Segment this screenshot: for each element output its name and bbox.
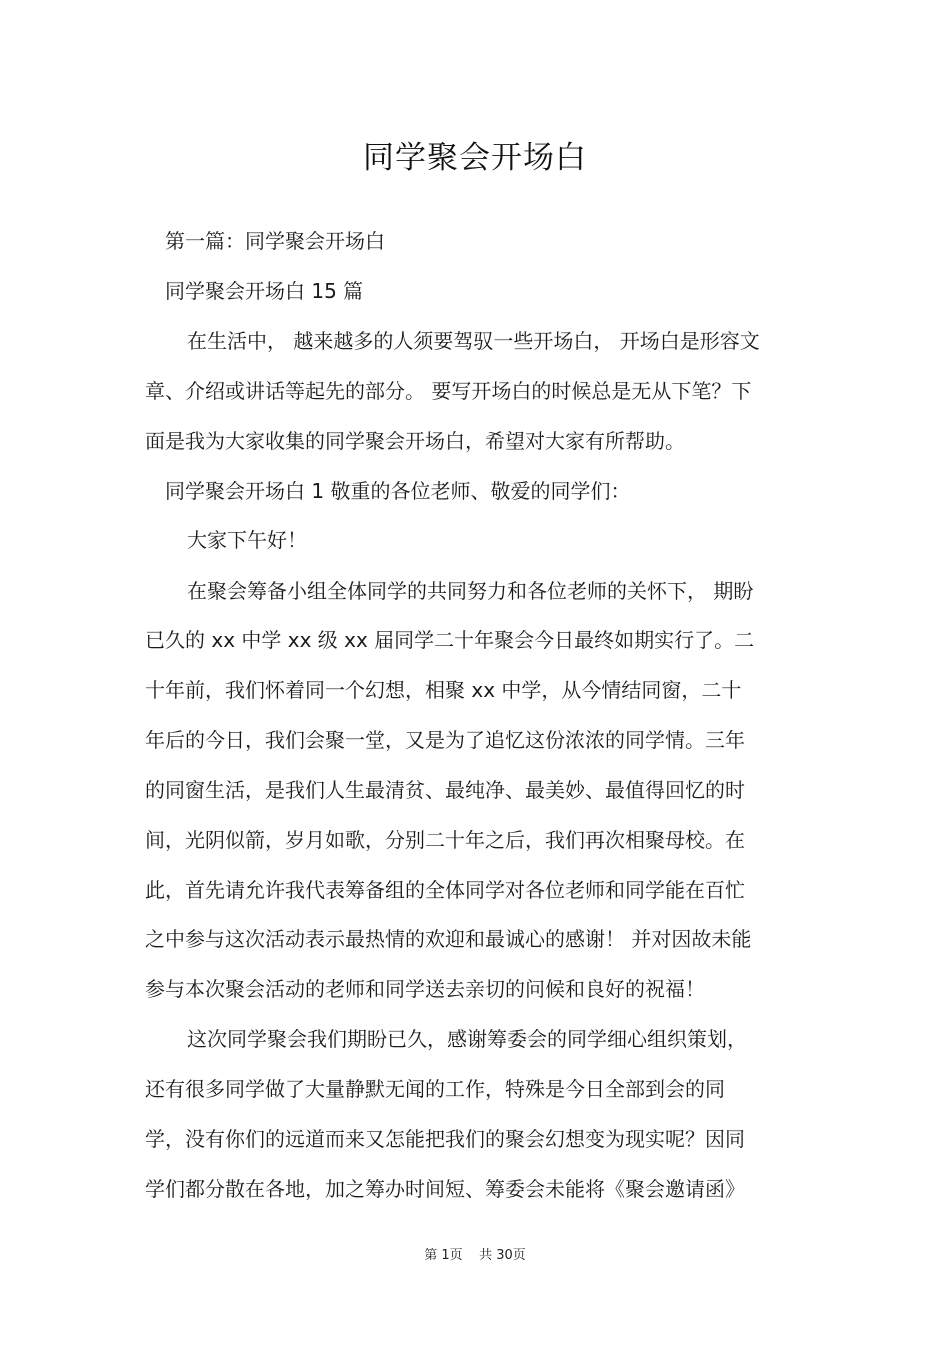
speech-heading: 同学聚会开场白 1 敬重的各位老师、敬爱的同学们： [165, 479, 631, 503]
paragraph-line: 章、介绍或讲话等起先的部分。 要写开场白的时候总是无从下笔？下 [145, 379, 752, 403]
paragraph-line: 面是我为大家收集的同学聚会开场白，希望对大家有所帮助。 [145, 429, 685, 453]
page-number-footer: 第 1页 共 30页 [424, 1248, 526, 1263]
paragraph-line: 此，首先请允许我代表筹备组的全体同学对各位老师和同学能在百忙 [145, 878, 745, 902]
paragraph-line: 在聚会筹备小组全体同学的共同努力和各位老师的关怀下， 期盼 [187, 579, 754, 603]
paragraph-line: 之中参与这次活动表示最热情的欢迎和最诚心的感谢！ 并对因故未能 [145, 927, 752, 951]
paragraph-line: 这次同学聚会我们期盼已久，感谢筹委会的同学细心组织策划， [187, 1027, 747, 1051]
subsection-heading: 同学聚会开场白 15 篇 [165, 279, 364, 303]
greeting-line: 大家下午好！ [187, 528, 307, 552]
paragraph-line: 学，没有你们的远道而来又怎能把我们的聚会幻想变为现实呢？因同 [145, 1127, 745, 1151]
paragraph-line: 已久的 xx 中学 xx 级 xx 届同学二十年聚会今日最终如期实行了。二 [145, 628, 755, 652]
paragraph-line: 十年前，我们怀着同一个幻想，相聚 xx 中学，从今情结同窗，二十 [145, 678, 742, 702]
paragraph-line: 的同窗生活，是我们人生最清贫、最纯净、最美妙、最值得回忆的时 [145, 778, 745, 802]
paragraph-line: 间，光阴似箭，岁月如歌，分别二十年之后，我们再次相聚母校。在 [145, 828, 745, 852]
paragraph-line: 在生活中， 越来越多的人须要驾驭一些开场白， 开场白是形容文 [187, 329, 760, 353]
paragraph-line: 年后的今日，我们会聚一堂，又是为了追忆这份浓浓的同学情。三年 [145, 728, 745, 752]
paragraph-line: 还有很多同学做了大量静默无闻的工作，特殊是今日全部到会的同 [145, 1077, 725, 1101]
paragraph-line: 参与本次聚会活动的老师和同学送去亲切的问候和良好的祝福！ [145, 977, 705, 1001]
paragraph-line: 学们都分散在各地，加之筹办时间短、筹委会未能将《聚会邀请函》 [145, 1177, 745, 1201]
section-heading: 第一篇：同学聚会开场白 [165, 229, 385, 253]
document-title: 同学聚会开场白 [363, 140, 587, 176]
